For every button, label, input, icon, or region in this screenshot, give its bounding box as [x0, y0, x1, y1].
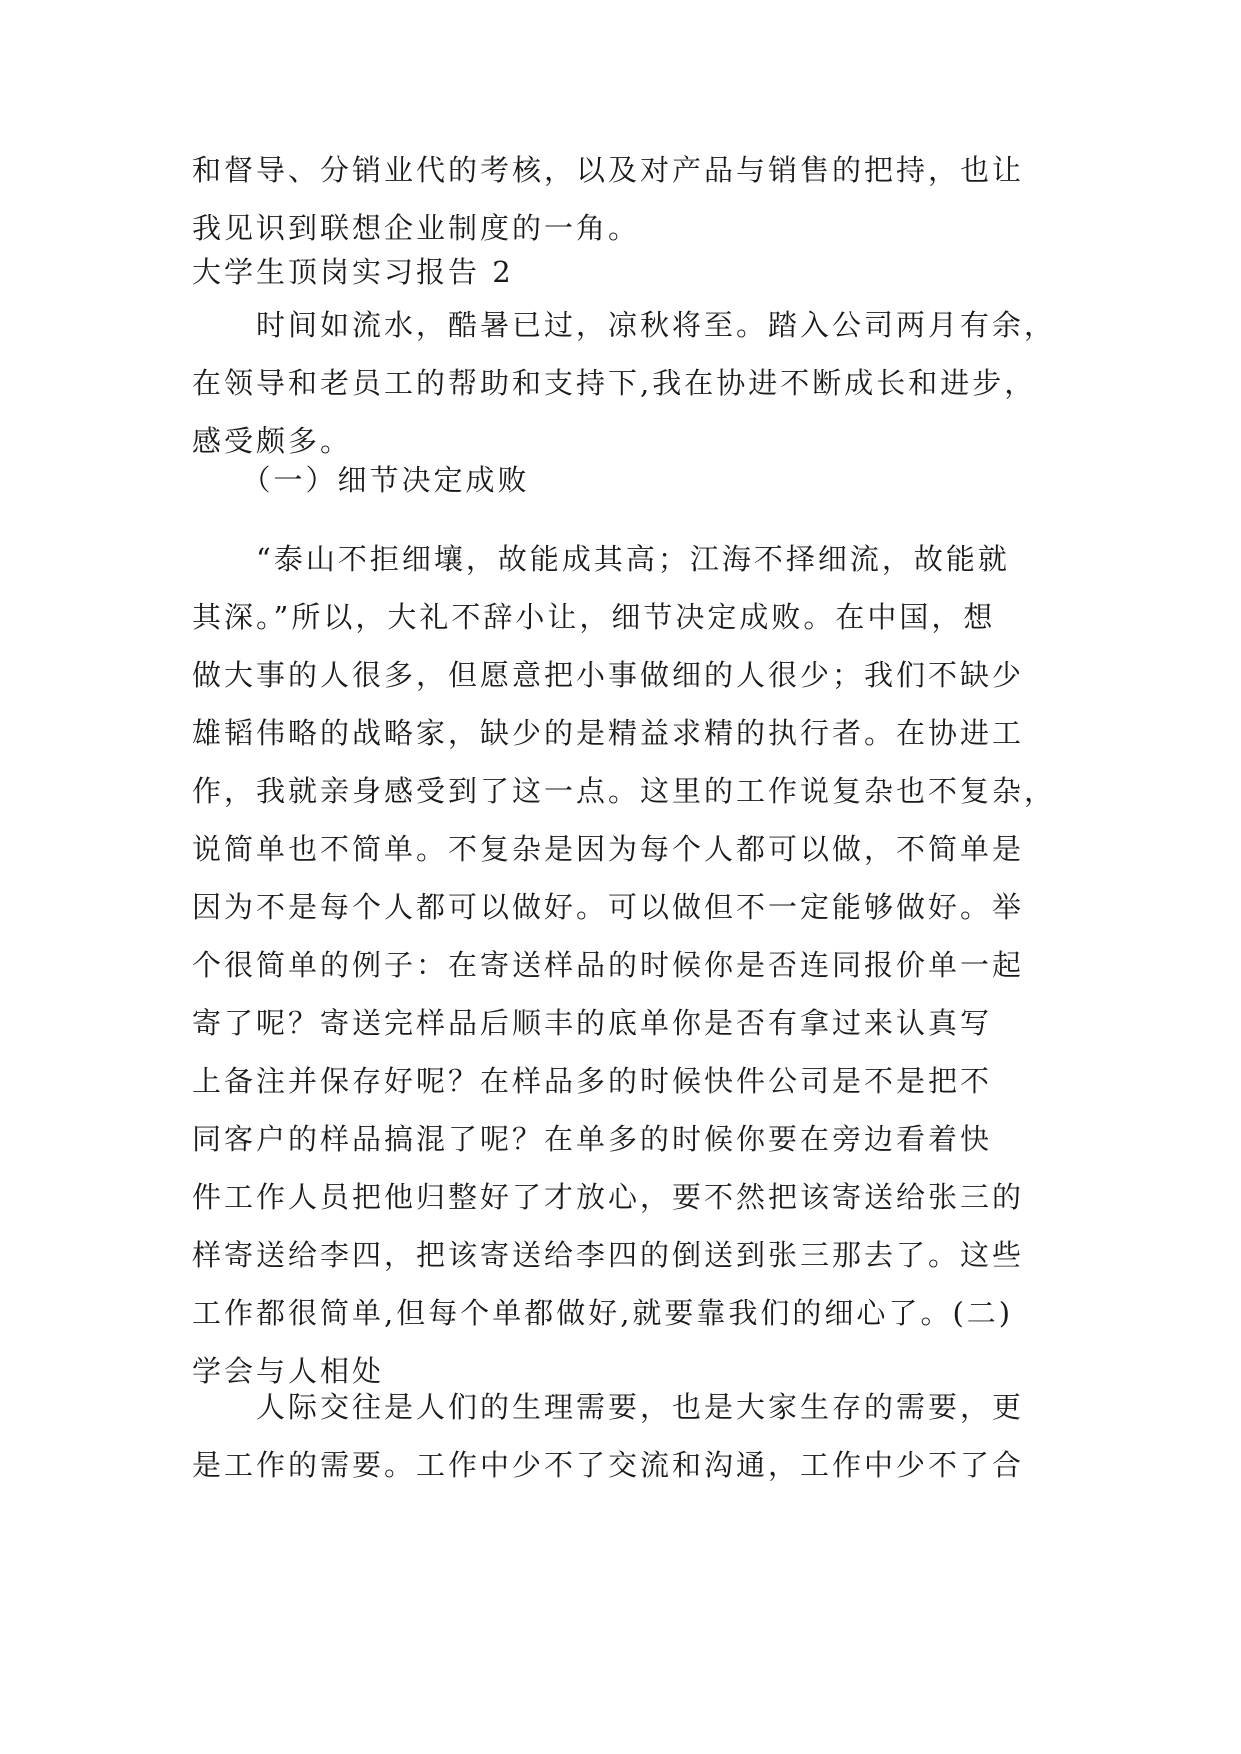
text-line: 上备注并保存好呢？在样品多的时候快件公司是不是把不 — [192, 1064, 993, 1098]
text-line: 样寄送给李四，把该寄送给李四的倒送到张三那去了。这些 — [192, 1238, 1025, 1272]
text-line: 件工作人员把他归整好了才放心，要不然把该寄送给张三的 — [192, 1180, 1025, 1214]
text-line: 做大事的人很多，但愿意把小事做细的人很少；我们不缺少 — [192, 658, 1025, 692]
text-line: 感受颇多。 — [192, 424, 353, 458]
text-line: 工作都很简单,但每个单都做好,就要靠我们的细心了。(二) — [192, 1296, 1014, 1330]
paragraph-intro — [192, 296, 1057, 470]
text-line: 学会与人相处 — [192, 1354, 385, 1388]
paragraph-details — [192, 530, 1057, 1400]
text-line: 在领导和老员工的帮助和支持下,我在协进不断成长和进步， — [192, 366, 1037, 400]
section-heading-1 — [192, 451, 1054, 509]
text-line: 说简单也不简单。不复杂是因为每个人都可以做，不简单是 — [192, 832, 1025, 866]
text-line: 同客户的样品搞混了呢？在单多的时候你要在旁边看着快 — [192, 1122, 993, 1156]
text-line: 和督导、分销业代的考核，以及对产品与销售的把持，也让 — [192, 153, 1025, 187]
text-line: 其深。”所以，大礼不辞小让，细节决定成败。在中国，想 — [192, 600, 996, 634]
text-line: 寄了呢？寄送完样品后顺丰的底单你是否有拿过来认真写 — [192, 1006, 993, 1040]
subheading-text: （一）细节决定成败 — [192, 463, 530, 497]
report-heading — [192, 243, 1054, 301]
text-line: 时间如流水，酷暑已过，凉秋将至。踏入公司两月有余， — [192, 308, 1057, 342]
paragraph-continuation — [192, 141, 1054, 257]
text-line: 作，我就亲身感受到了这一点。这里的工作说复杂也不复杂， — [192, 774, 1057, 808]
text-line: “泰山不拒细壤，故能成其高；江海不择细流，故能就 — [192, 542, 1010, 576]
paragraph-relations — [192, 1378, 1054, 1494]
heading-text: 大学生顶岗实习报告 2 — [192, 255, 514, 289]
text-line: 我见识到联想企业制度的一角。 — [192, 211, 641, 245]
text-line: 是工作的需要。工作中少不了交流和沟通，工作中少不了合 — [192, 1448, 1025, 1482]
text-line: 雄韬伟略的战略家，缺少的是精益求精的执行者。在协进工 — [192, 716, 1025, 750]
text-line: 人际交往是人们的生理需要，也是大家生存的需要，更 — [192, 1390, 1025, 1424]
text-line: 因为不是每个人都可以做好。可以做但不一定能够做好。举 — [192, 890, 1025, 924]
text-line: 个很简单的例子：在寄送样品的时候你是否连同报价单一起 — [192, 948, 1025, 982]
